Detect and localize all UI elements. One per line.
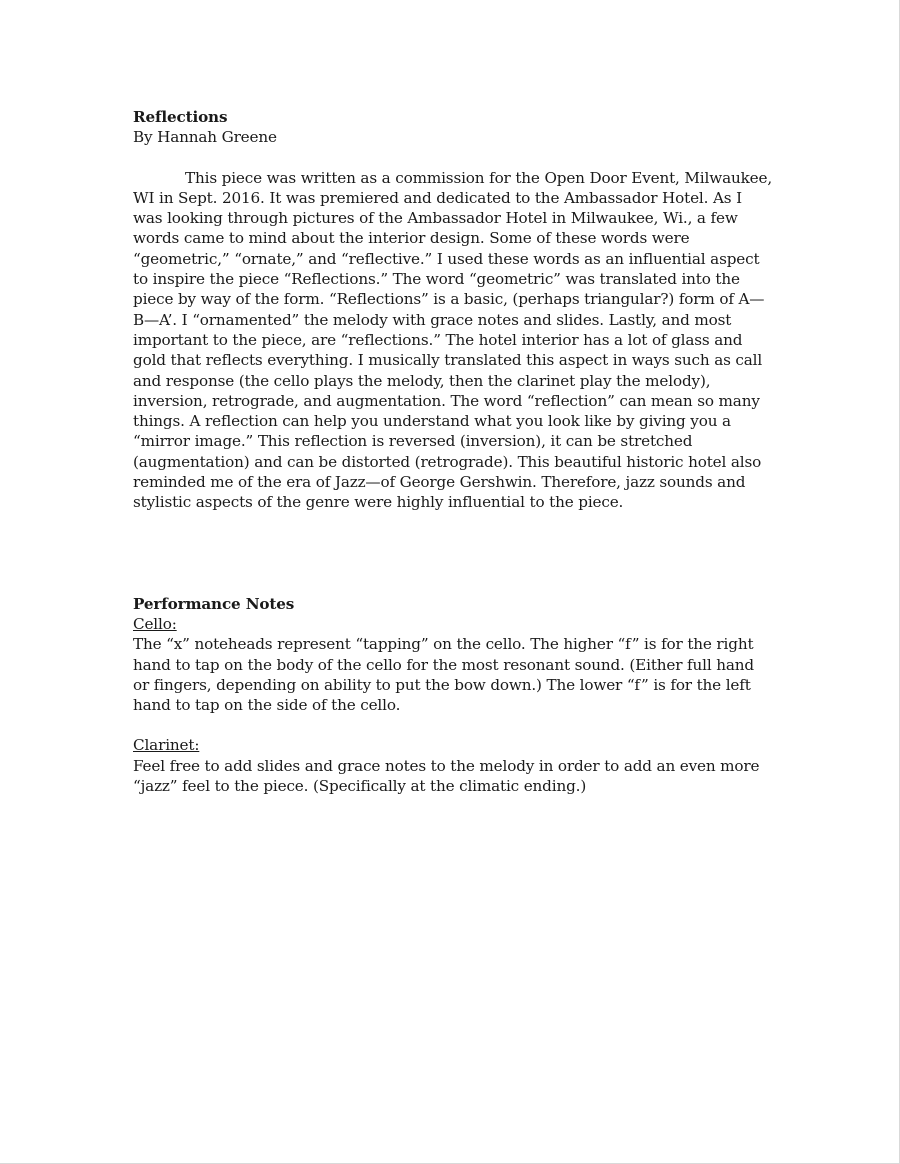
intro-paragraph: This piece was written as a commission for the Open Door Event, Milwaukee, WI in Sept. 2016. It was premiered and dedicated to the Ambassador Hotel. As I was looking through pictures of the Ambassador Hotel in Milwaukee, Wi., a few words came to mind about the interior design. Some of these words were “geometric,” “ornate,” and “reflective.” I used these words as an influential aspect to inspire the piece “Reflections.” The word “geometric” was translated into the piece by way of the form. “Reflections” is a basic, (perhaps triangular?) form of A—B—A’. I “ornamented” the melody with grace notes and slides. Lastly, and most important to the piece, are “reflections.” The hotel interior has a lot of glass and gold that reflects everything. I musically translated this aspect in ways such as call and response (the cello plays the melody, then the clarinet play the melody), inversion, retrograde, and augmentation. The word “reflection” can mean so many things. A reflection can help you understand what you look like by giving you a “mirror image.” This reflection is reversed (inversion), it can be stretched (augmentation) and can be distorted (retrograde). This beautiful historic hotel also reminded me of the era of Jazz—of George Gershwin. Therefore, jazz sounds and stylistic aspects of the genre were highly influential to the piece. (133, 168, 773, 512)
cello-note: The “x” noteheads represent “tapping” on the cello. The higher “f” is for the right hand to tap on the body of the cello for the most resonant sound. (Either full hand or fingers, depending on ability to put the bow down.) The lower “f” is for the left hand to tap on the side of the cello. (133, 635, 754, 715)
clarinet-subheading: Clarinet: (133, 736, 200, 755)
cello-subheading: Cello: (133, 614, 177, 633)
document-content (133, 107, 773, 796)
performance-notes-heading: Performance Notes (133, 594, 295, 613)
clarinet-note: Feel free to add slides and grace notes to the melody in order to add an even more “jazz” feel to the piece. (Specifically at the climatic ending.) (133, 756, 760, 796)
document-title: Reflections (133, 108, 228, 126)
document-byline: By Hannah Greene (133, 128, 277, 147)
